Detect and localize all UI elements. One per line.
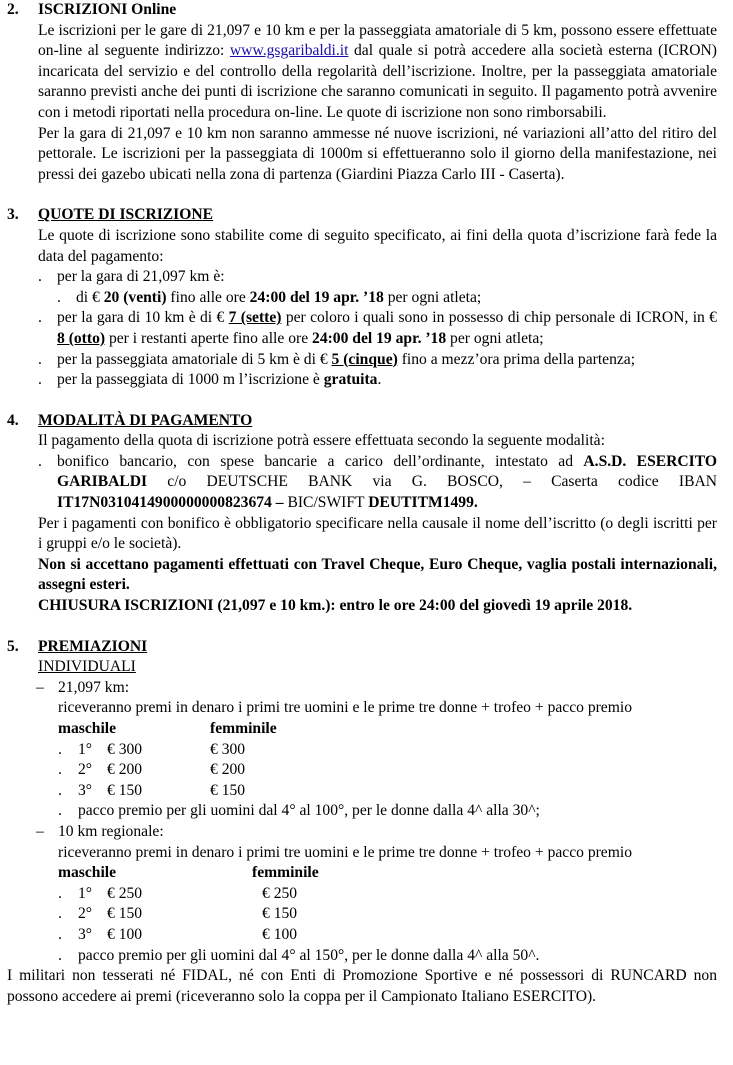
dash: – [36,822,44,840]
text: BIC/SWIFT [283,494,369,512]
bullet: . [38,268,42,286]
section-heading [7,637,733,658]
text: per ogni atleta; [383,288,482,306]
prize-category-21k [38,678,717,699]
paragraph: Le quote di iscrizione sono stabilite come di seguito specificato, ai fini della quota d’iscrizione farà fede la data del pagamento: [38,226,717,265]
section-title: ISCRIZIONI Online [38,1,177,18]
prize-female: € 150 [262,905,298,923]
paragraph [38,21,717,124]
placement: 1° [78,740,93,758]
bullet: . [58,946,62,964]
section-heading [7,0,733,21]
prize-male: € 150 [107,905,143,923]
dash: – [36,678,44,696]
iban: IT17N0310414900000000823674 – [57,494,284,512]
bullet: . [57,288,61,306]
fee-amount: gratuita [323,371,378,389]
text: Le iscrizioni per le gare di 21,097 e 10 km e per la passeggiata amatoriale di 5 km, possono essere effettuate on-line al seguente indirizzo: [38,21,717,60]
placement: 1° [78,884,93,902]
section-premiazioni [7,637,733,1008]
text: c/o DEUTSCHE BANK via G. BOSCO, – Caserta codice IBAN [147,473,717,491]
section-title: QUOTE DI ISCRIZIONE [38,206,214,224]
prize-row [38,904,717,925]
text: Non si accettano pagamenti effettuati con Travel Cheque, Euro Cheque, vaglia postali internazionali, assegni esteri. [38,555,717,594]
text: per coloro i quali sono in possesso di chip personale di ICRON, in € [281,309,717,327]
prize-table-header [38,719,717,740]
prize-male: € 250 [107,884,143,902]
column-header-female: femminile [210,720,277,737]
bic-swift: DEUTITM1499. [368,494,478,512]
text: per i restanti aperte fino alle ore [105,329,313,347]
text: CHIUSURA ISCRIZIONI (21,097 e 10 km.): entro le ore 24:00 del giovedì 19 aprile 2018. [38,597,633,615]
section-quote-iscrizione [7,205,733,390]
list-item [38,288,717,309]
list-item [38,452,717,514]
category-label: 10 km regionale: [58,822,164,840]
prize-row [38,760,717,781]
fee-amount: 7 (sette) [228,309,282,327]
text: fino a mezz’ora prima della partenza; [397,350,636,368]
placement: 2° [78,905,93,923]
column-header-male: maschile [58,720,117,737]
prize-table-21k [38,740,717,802]
bullet: . [38,350,42,368]
column-header-female: femminile [252,864,319,882]
paragraph: Il pagamento della quota di iscrizione potrà essere effettuata secondo la seguente modalità: [38,432,605,450]
text: per la gara di 10 km è di € [57,309,229,327]
section-number: 4. [7,411,19,429]
list-item [38,267,717,288]
text: dal quale si potrà accedere alla società esterna (ICRON) incaricata del servizio e del controllo della regolarità dell’iscrizione. Inoltre, per la passeggiata amatoriale saranno previsti anche dei punti di iscrizione che saranno comunicati in seguito. Il pagamento potrà avvenire con i metodi riportati nella procedura on-line. Le quote di iscrizione non sono rimborsabili. [38,42,717,121]
prize-male: € 200 [107,761,143,779]
paragraph: riceveranno premi in denaro i primi tre uomini e le prime tre donne + trofeo + pacco premio [58,843,632,861]
bullet: . [58,740,62,758]
prize-male: € 150 [107,781,143,799]
column-header-male: maschile [58,864,117,882]
list-item [38,308,717,349]
section-title: MODALITÀ DI PAGAMENTO [38,411,253,429]
list-item [38,801,717,822]
paragraph [38,555,717,596]
prize-male: € 300 [107,740,143,758]
text: . [377,371,382,389]
prize-row [38,925,717,946]
text: pacco premio per gli uomini dal 4° al 100°, per le donne dalla 4^ alla 30^; [78,802,540,820]
category-label: 21,097 km: [58,678,130,696]
deadline: 24:00 del 19 apr. ’18 [249,288,384,306]
bullet: . [38,309,42,327]
text: fino alle ore [166,288,250,306]
text: per ogni atleta; [446,329,544,347]
prize-female: € 150 [210,781,246,799]
bullet: . [58,905,62,923]
list-item [38,946,717,967]
prize-table-header [38,863,717,884]
prize-row [38,884,717,905]
text: per la passeggiata di 1000 m l’iscrizione è [57,371,324,389]
list-item [38,370,717,391]
paragraph: riceveranno premi in denaro i primi tre uomini e le prime tre donne + trofeo + pacco premio [58,699,632,717]
section-iscrizioni-online [7,0,733,185]
text: pacco premio per gli uomini dal 4° al 150°, per le donne dalla 4^ alla 50^. [78,946,540,964]
placement: 3° [78,781,93,799]
paragraph: Per i pagamenti con bonifico è obbligatorio specificare nella causale il nome dell’iscritto (o degli iscritti per i gruppi e/o le società). [38,514,717,553]
section-number: 2. [7,1,19,18]
placement: 2° [78,761,93,779]
section-heading [7,205,733,226]
list-item [38,350,717,371]
prize-female: € 250 [262,884,298,902]
prize-female: € 200 [210,761,246,779]
account-holder: A.S.D. ESERCITO GARIBALDI [57,452,717,491]
paragraph [38,596,717,617]
prize-female: € 300 [210,740,246,758]
section-number: 5. [7,637,19,655]
text: per la gara di 21,097 km è: [57,268,225,286]
text: per la passeggiata amatoriale di 5 km è di € [57,350,332,368]
text: bonifico bancario, con spese bancarie a carico dell’ordinante, intestato ad [57,452,584,470]
bullet: . [58,761,62,779]
prize-table-10k [38,884,717,946]
bullet: . [58,925,62,943]
placement: 3° [78,925,93,943]
prize-male: € 100 [107,925,143,943]
fee-amount: 8 (otto) [57,329,106,347]
bullet: . [58,884,62,902]
bullet: . [38,452,42,470]
bullet: . [58,802,62,820]
prize-category-10k [38,822,717,843]
section-heading [7,411,733,432]
subsection-title: INDIVIDUALI [38,658,136,676]
prize-female: € 100 [262,925,298,943]
bullet: . [38,371,42,389]
prize-row [38,781,717,802]
fee-amount: 5 (cinque) [331,350,398,368]
section-title: PREMIAZIONI [38,637,148,655]
closing-paragraph: I militari non tesserati né FIDAL, né con Enti di Promozione Sportive e né possessori di RUNCARD non possono accedere ai premi (riceveranno solo la coppa per il Campionato Italiano ESERCITO). [7,967,717,1005]
text: di € [76,288,104,306]
prize-row [38,740,717,761]
section-modalita-pagamento [7,411,733,617]
website-link[interactable]: www.gsgaribaldi.it [229,42,349,60]
fee-amount: 20 (venti) [103,288,167,306]
bullet: . [58,781,62,799]
paragraph: Per la gara di 21,097 e 10 km non saranno ammesse né nuove iscrizioni, né variazioni all’atto del ritiro del pettorale. Le iscrizioni per la passeggiata di 1000m si effettueranno solo il giorno della manifestazione, nei pressi dei gazebo ubicati nella zona di partenza (Giardini Piazza Carlo III - Caserta). [38,124,717,183]
section-number: 3. [7,206,19,224]
deadline: 24:00 del 19 apr. ’18 [312,329,447,347]
